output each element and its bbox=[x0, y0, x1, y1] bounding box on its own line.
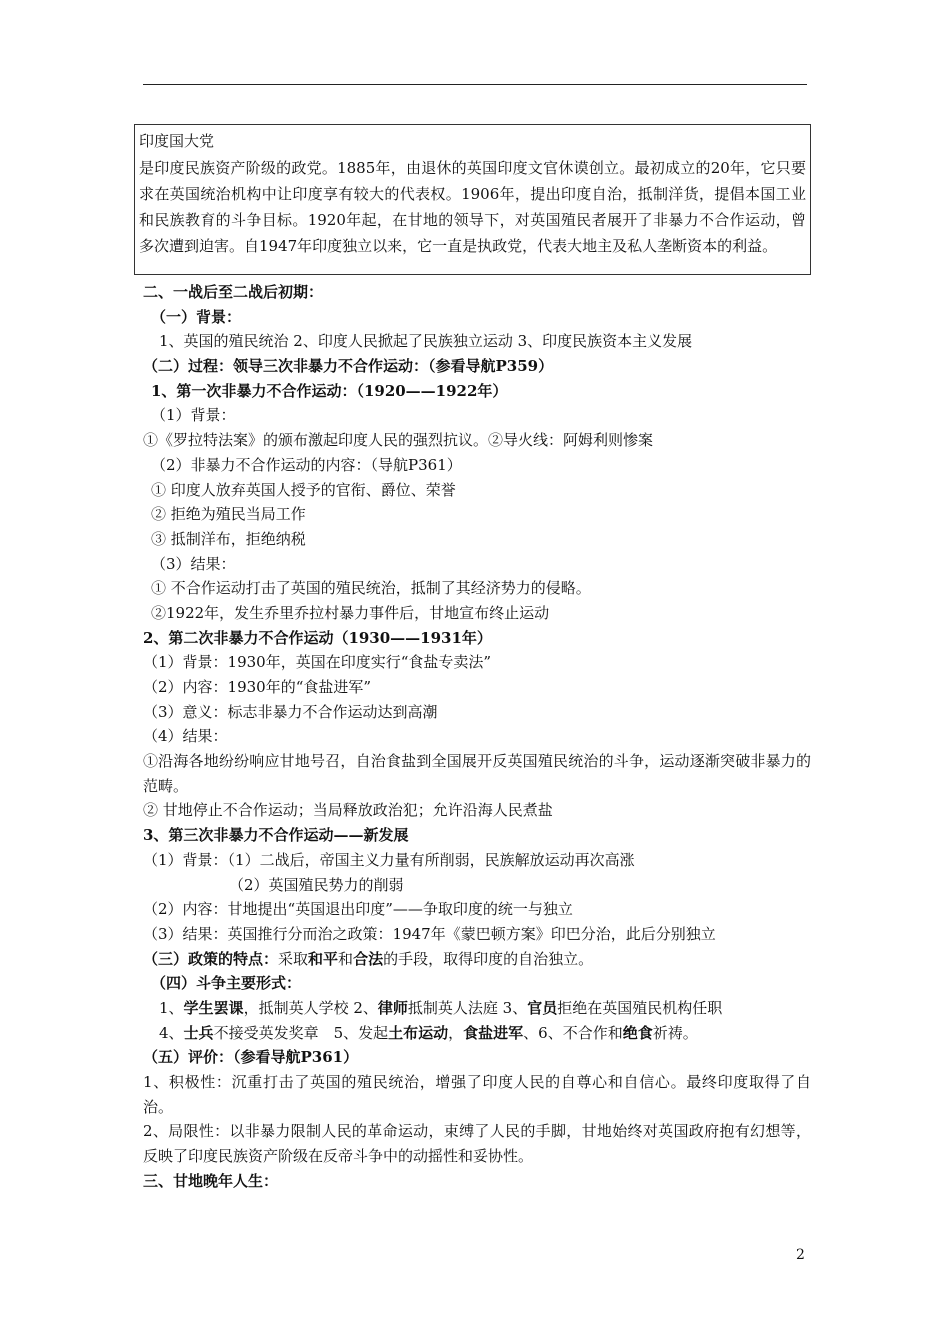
bold-term: 官员 bbox=[527, 998, 558, 1017]
header-rule bbox=[143, 84, 807, 85]
subsection-heading: （二）过程：领导三次非暴力不合作运动：（参看导航P359） bbox=[143, 357, 554, 376]
text-line: （1）背景：1930年，英国在印度实行“食盐专卖法” bbox=[143, 653, 492, 672]
text-paragraph: 1、积极性：沉重打击了英国的殖民统治，增强了印度人民的自尊心和自信心。最终印度取得了自治。 bbox=[143, 1073, 811, 1116]
text-line: 1、英国的殖民统治 2、印度人民掀起了民族独立运动 3、印度民族资本主义发展 bbox=[159, 332, 693, 351]
bold-term: 士兵 bbox=[183, 1023, 214, 1042]
subsection-heading: （五）评价：（参看导航P361） bbox=[143, 1048, 359, 1067]
text-line: ② 拒绝为殖民当局工作 bbox=[151, 505, 306, 524]
text-line: （1）背景：（1）二战后，帝国主义力量有所削弱，民族解放运动再次高涨 bbox=[143, 850, 635, 869]
subsection-heading: （三）政策的特点： bbox=[143, 949, 279, 968]
text-span: 1、 bbox=[159, 998, 184, 1017]
bold-term: 律师 bbox=[377, 998, 408, 1017]
text-line: ③ 抵制洋布，拒绝纳税 bbox=[151, 529, 306, 548]
text-line: （3）意义：标志非暴力不合作运动达到高潮 bbox=[143, 702, 438, 721]
text-line: （2）内容：1930年的“食盐进军” bbox=[143, 678, 372, 696]
text-line: （4）结果： bbox=[143, 727, 228, 746]
text-span: 、6、不合作和 bbox=[523, 1023, 623, 1042]
text-span: 祈祷。 bbox=[652, 1023, 698, 1042]
text-line: （3）结果：英国推行分而治之政策：1947年《蒙巴顿方案》印巴分治，此后分别独立 bbox=[143, 924, 716, 943]
item-heading: 2、第二次非暴力不合作运动（1930——1931年） bbox=[143, 628, 492, 647]
subsection-heading: （一）背景： bbox=[151, 307, 242, 326]
text-line bbox=[143, 1021, 811, 1046]
text-line: （2）内容：甘地提出“英国退出印度”——争取印度的统一与独立 bbox=[143, 900, 573, 919]
text-span: 4、 bbox=[159, 1023, 184, 1042]
text-span: 拒绝在英国殖民机构任职 bbox=[557, 998, 723, 1017]
box-title: 印度国大党 bbox=[139, 132, 215, 150]
text-paragraph: 2、局限性：以非暴力限制人民的革命运动，束缚了人民的手脚，甘地始终对英国政府抱有幻想等，反映了印度民族资产阶级在反帝斗争中的动摇性和妥协性。 bbox=[143, 1122, 811, 1166]
bold-term: 和平 bbox=[308, 949, 339, 968]
text-span: ， bbox=[448, 1023, 464, 1042]
definition-box bbox=[134, 124, 811, 275]
page-number: 2 bbox=[796, 1247, 805, 1263]
main-content bbox=[143, 280, 811, 1194]
bold-term: 合法 bbox=[353, 949, 384, 968]
text-line: ① 印度人放弃英国人授予的官衔、爵位、荣誉 bbox=[151, 480, 456, 499]
bold-term: 食盐进军 bbox=[463, 1023, 524, 1042]
text-span: 的手段，取得印度的自治独立。 bbox=[383, 949, 594, 968]
bold-term: 绝食 bbox=[622, 1023, 653, 1042]
box-body: 是印度民族资产阶级的政党。1885年，由退休的英国印度文官休谟创立。最初成立的20年，它只要求在英国统治机构中让印度享有较大的代表权。1906年，提出印度自治，抵制洋货，提倡本国工业和民族教育的斗争目标。1920年起，在甘地的领导下，对英国殖民者展开了非暴力不合作运动，曾多次遭到迫害。自1947年印度独立以来，它一直是执政党，代表大地主及私人垄断资本的利益。 bbox=[139, 159, 806, 255]
bold-term: 土布运动 bbox=[388, 1023, 449, 1042]
text-span: ，抵制英人学校 2、 bbox=[243, 998, 378, 1017]
text-span: 采取 bbox=[278, 949, 309, 968]
text-line: （2）英国殖民势力的削弱 bbox=[229, 875, 404, 894]
text-line bbox=[143, 947, 811, 972]
text-line: （2）非暴力不合作运动的内容：（导航P361） bbox=[151, 455, 462, 474]
section-heading: 三、甘地晚年人生： bbox=[143, 1171, 279, 1190]
text-span: 抵制英人法庭 3、 bbox=[407, 998, 528, 1017]
text-span: 和 bbox=[338, 949, 354, 968]
item-heading: 1、第一次非暴力不合作运动：（1920——1922年） bbox=[151, 381, 508, 400]
item-heading: 3、第三次非暴力不合作运动——新发展 bbox=[143, 826, 409, 845]
text-line: ② 甘地停止不合作运动；当局释放政治犯；允许沿海人民煮盐 bbox=[143, 801, 553, 820]
text-line: （1）背景： bbox=[151, 406, 236, 425]
section-heading: 二、一战后至二战后初期： bbox=[143, 283, 324, 301]
text-span: 不接受英发奖章 5、发起 bbox=[213, 1023, 389, 1042]
text-line: （3）结果： bbox=[151, 554, 236, 573]
text-line: ① 不合作运动打击了英国的殖民统治，抵制了其经济势力的侵略。 bbox=[151, 579, 591, 598]
text-paragraph: ①沿海各地纷纷响应甘地号召，自治食盐到全国展开反英国殖民统治的斗争，运动逐渐突破非暴力的范畴。 bbox=[143, 752, 811, 795]
text-line: ②1922年，发生乔里乔拉村暴力事件后，甘地宣布终止运动 bbox=[151, 603, 550, 622]
subsection-heading: （四）斗争主要形式： bbox=[151, 974, 302, 993]
text-line: ①《罗拉特法案》的颁布激起印度人民的强烈抗议。②导火线：阿姆利则惨案 bbox=[143, 431, 654, 450]
bold-term: 学生罢课 bbox=[183, 998, 244, 1017]
text-line bbox=[143, 996, 811, 1021]
